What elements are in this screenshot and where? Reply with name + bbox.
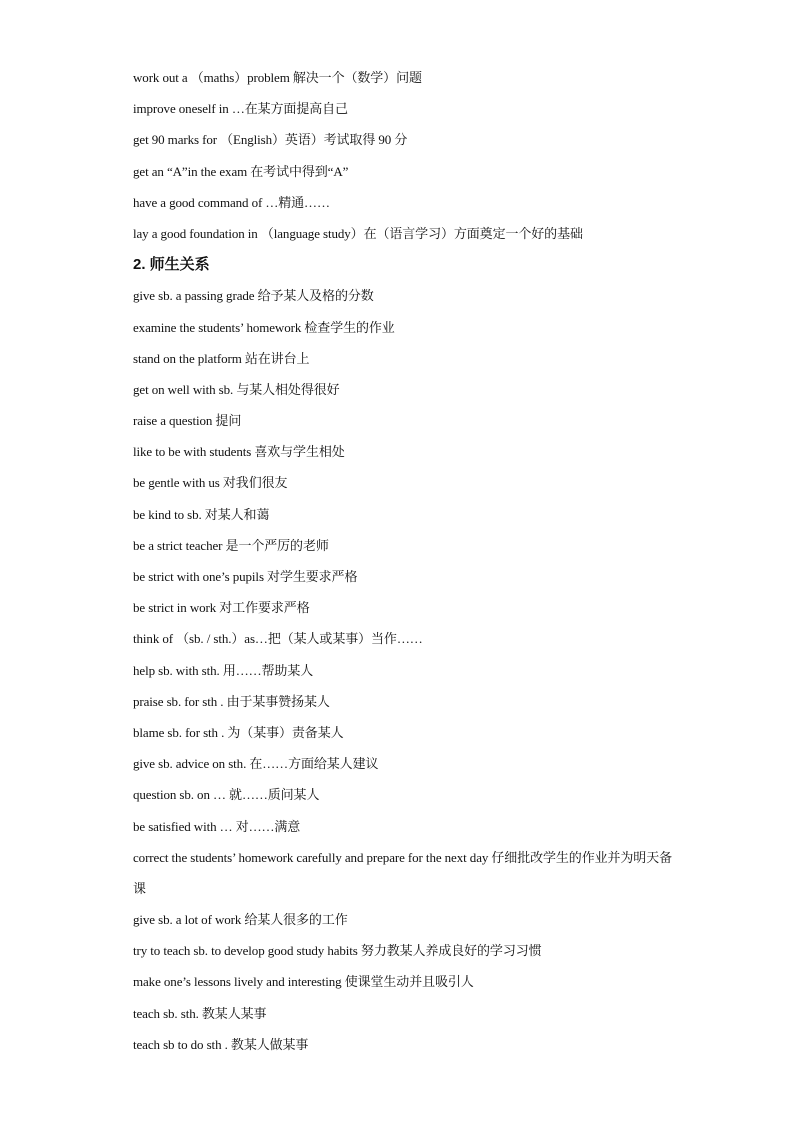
phrase-line: improve oneself in …在某方面提高自己 xyxy=(133,101,348,117)
phrase-line: try to teach sb. to develop good study habits 努力教某人养成良好的学习习惯 xyxy=(133,943,542,959)
phrase-line: work out a （maths）problem 解决一个（数学）问题 xyxy=(133,70,422,85)
phrase-line: give sb. advice on sth. 在……方面给某人建议 xyxy=(133,756,379,772)
phrase-line: examine the students’ homework 检查学生的作业 xyxy=(133,319,395,335)
document-page xyxy=(133,62,673,1060)
phrase-line: be kind to sb. 对某人和蔼 xyxy=(133,506,270,522)
phrase-line: be strict with one’s pupils 对学生要求严格 xyxy=(133,569,358,584)
phrase-line: praise sb. for sth . 由于某事赞扬某人 xyxy=(133,693,330,709)
phrase-line: question sb. on … 就……质问某人 xyxy=(133,787,320,803)
phrase-line: be gentle with us 对我们很友 xyxy=(133,475,288,491)
phrase-line: make one’s lessons lively and interesting 使课堂生动并且吸引人 xyxy=(133,974,474,990)
section-heading: 2. 师生关系 xyxy=(133,256,210,274)
phrase-line: like to be with students 喜欢与学生相处 xyxy=(133,444,345,460)
phrase-line: correct the students’ homework carefully and prepare for the next day 仔细批改学生的作业并为明天备课 xyxy=(133,849,673,896)
phrase-line: be satisfied with … 对……满意 xyxy=(133,818,301,834)
phrase-line: teach sb. sth. 教某人某事 xyxy=(133,1005,267,1021)
phrase-line: lay a good foundation in （language study）在（语言学习）方面奠定一个好的基础 xyxy=(133,225,583,241)
phrase-line: be a strict teacher 是一个严厉的老师 xyxy=(133,537,329,553)
phrase-line: raise a question 提问 xyxy=(133,413,242,429)
phrase-line: give sb. a lot of work 给某人很多的工作 xyxy=(133,912,348,928)
phrase-line: have a good command of …精通…… xyxy=(133,194,330,210)
phrase-line: give sb. a passing grade 给予某人及格的分数 xyxy=(133,288,374,304)
phrase-line: think of （sb. / sth.）as…把（某人或某事）当作…… xyxy=(133,631,423,647)
phrase-line: get 90 marks for （English）英语）考试取得 90 分 xyxy=(133,132,408,148)
phrase-line: teach sb to do sth . 教某人做某事 xyxy=(133,1036,309,1052)
phrase-line: blame sb. for sth . 为（某事）责备某人 xyxy=(133,724,344,740)
phrase-line: get on well with sb. 与某人相处得很好 xyxy=(133,381,340,397)
phrase-line: be strict in work 对工作要求严格 xyxy=(133,600,310,616)
phrase-line: stand on the platform 站在讲台上 xyxy=(133,350,310,366)
phrase-line: help sb. with sth. 用……帮助某人 xyxy=(133,662,314,678)
phrase-line: get an “A”in the exam 在考试中得到“A” xyxy=(133,163,349,179)
